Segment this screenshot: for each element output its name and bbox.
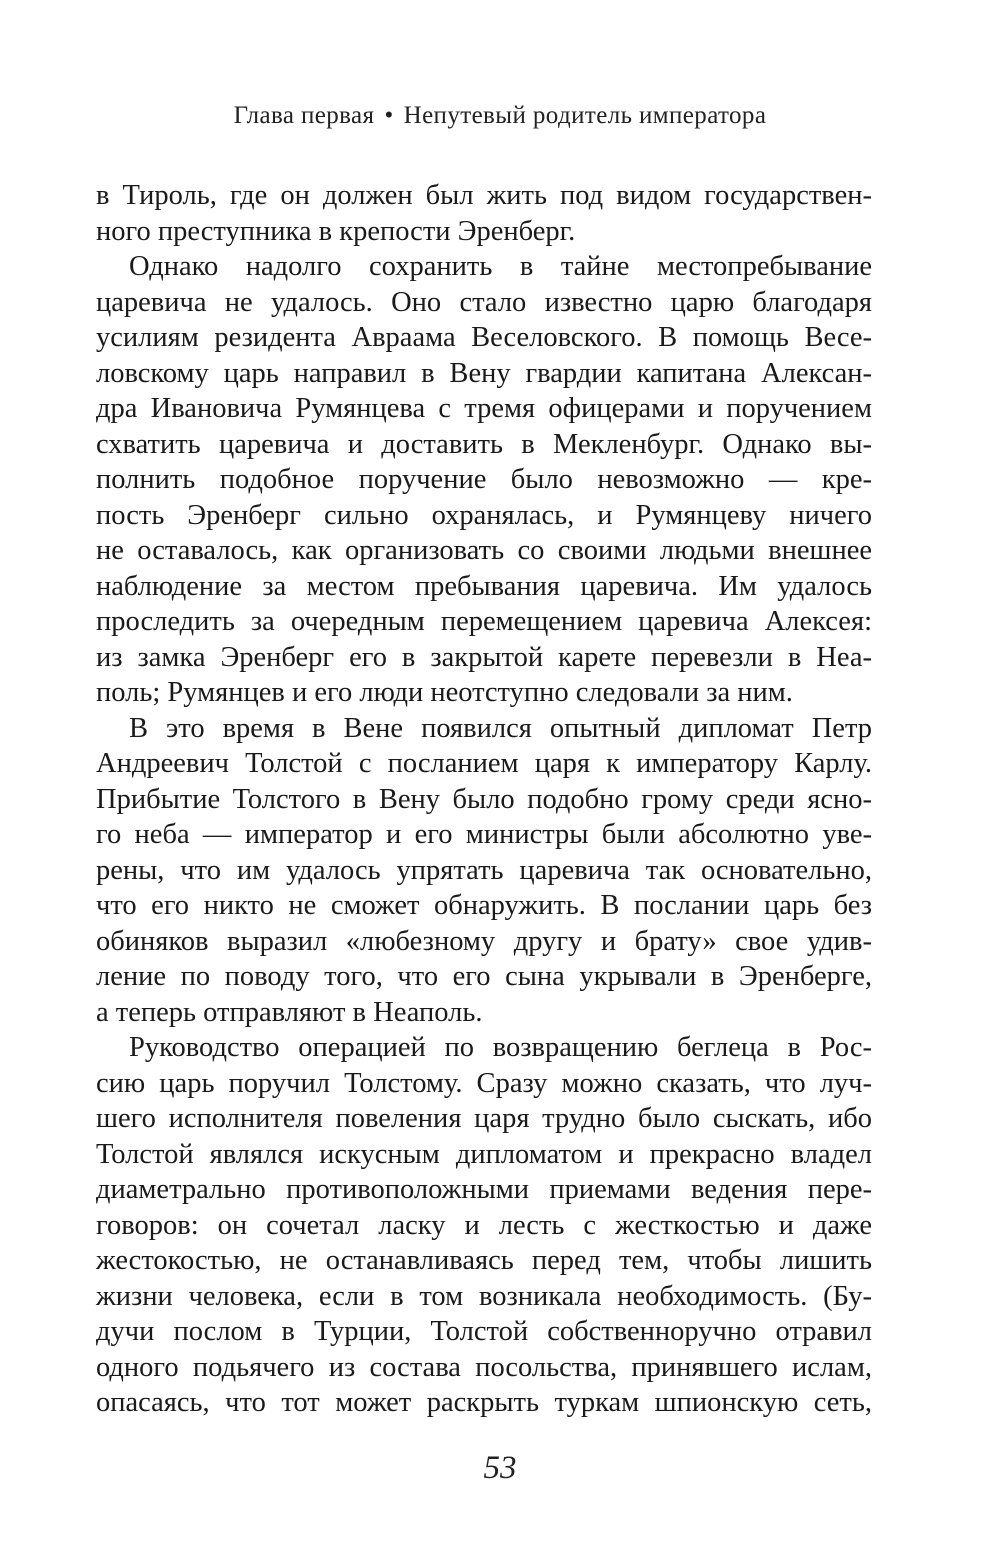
text-line: усилиям резидента Авраама Веселовского. В помощь Весе- xyxy=(96,322,872,353)
running-head-title: Непутевый родитель императора xyxy=(403,102,767,129)
text-line: наблюдение за местом пребывания царевича. Им удалось xyxy=(96,570,872,602)
text-line: шего исполнителя повеления царя трудно было сыскать, ибо xyxy=(96,1103,872,1134)
body-text xyxy=(96,178,872,1421)
text-line: жизни человека, если в том возникала необходимость. (Бу- xyxy=(96,1280,872,1312)
text-line: что его никто не сможет обнаружить. В послании царь без xyxy=(96,890,872,921)
running-head-separator: • xyxy=(384,102,394,129)
text-line: схватить царевича и доставить в Мекленбург. Однако вы- xyxy=(96,428,872,460)
text-line: ловскому царь направил в Вену гвардии капитана Алексан- xyxy=(96,357,872,389)
text-line: опасаясь, что тот может раскрыть туркам шпионскую сеть, xyxy=(96,1387,872,1418)
page-number: 53 xyxy=(483,1450,517,1486)
text-line: обиняков выразил «любезному другу и брату» свое удив- xyxy=(96,925,872,957)
text-line: ление по поводу того, что его сына укрывали в Эренберге, xyxy=(96,961,872,992)
text-line: а теперь отправляют в Неаполь. xyxy=(96,996,483,1028)
text-line: диаметрально противоположными приемами ведения пере- xyxy=(96,1174,872,1205)
text-line: рены, что им удалось упрятать царевича так основательно, xyxy=(96,854,872,886)
text-line: Андреевич Толстой с посланием царя к императору Карлу. xyxy=(96,748,872,779)
text-line: жестокостью, не останавливаясь перед тем, чтобы лишить xyxy=(96,1245,872,1276)
text-line: В это время в Вене появился опытный дипломат Петр xyxy=(129,712,872,744)
text-line: пость Эренберг сильно охранялась, и Румянцеву ничего xyxy=(96,499,872,531)
text-line: из замка Эренберг его в закрытой карете перевезли в Неа- xyxy=(96,641,872,673)
text-line: в Тироль, где он должен был жить под видом государствен- xyxy=(96,180,872,211)
text-line: не оставалось, как организовать со своими людьми внешнее xyxy=(96,535,872,566)
running-head xyxy=(0,98,1000,134)
text-line: поль; Румянцев и его люди неотступно следовали за ним. xyxy=(96,677,793,708)
running-head-chapter: Глава первая xyxy=(233,102,375,129)
text-line: царевича не удалось. Оно стало известно царю благодаря xyxy=(96,286,872,318)
text-line: сию царь поручил Толстому. Сразу можно сказать, что луч- xyxy=(96,1067,872,1099)
text-line: дучи послом в Турции, Толстой собственноручно отравил xyxy=(96,1316,872,1347)
text-line: полнить подобное поручение было невозможно — кре- xyxy=(96,464,872,495)
text-line: Прибытие Толстого в Вену было подобно грому среди ясно- xyxy=(96,783,872,815)
text-line: го неба — император и его министры были абсолютно уве- xyxy=(96,819,872,850)
text-line: Толстой являлся искусным дипломатом и прекрасно владел xyxy=(96,1138,872,1170)
text-line: одного подьячего из состава посольства, принявшего ислам, xyxy=(96,1351,872,1383)
text-line: дра Ивановича Румянцева с тремя офицерами и поручением xyxy=(96,393,872,424)
text-line: ного преступника в крепости Эренберг. xyxy=(96,215,576,247)
text-line: Однако надолго сохранить в тайне местопребывание xyxy=(129,251,872,282)
text-line: проследить за очередным перемещением царевича Алексея: xyxy=(96,606,872,637)
text-line: Руководство операцией по возвращению беглеца в Рос- xyxy=(129,1032,872,1063)
text-line: говоров: он сочетал ласку и лесть с жесткостью и даже xyxy=(96,1209,872,1241)
